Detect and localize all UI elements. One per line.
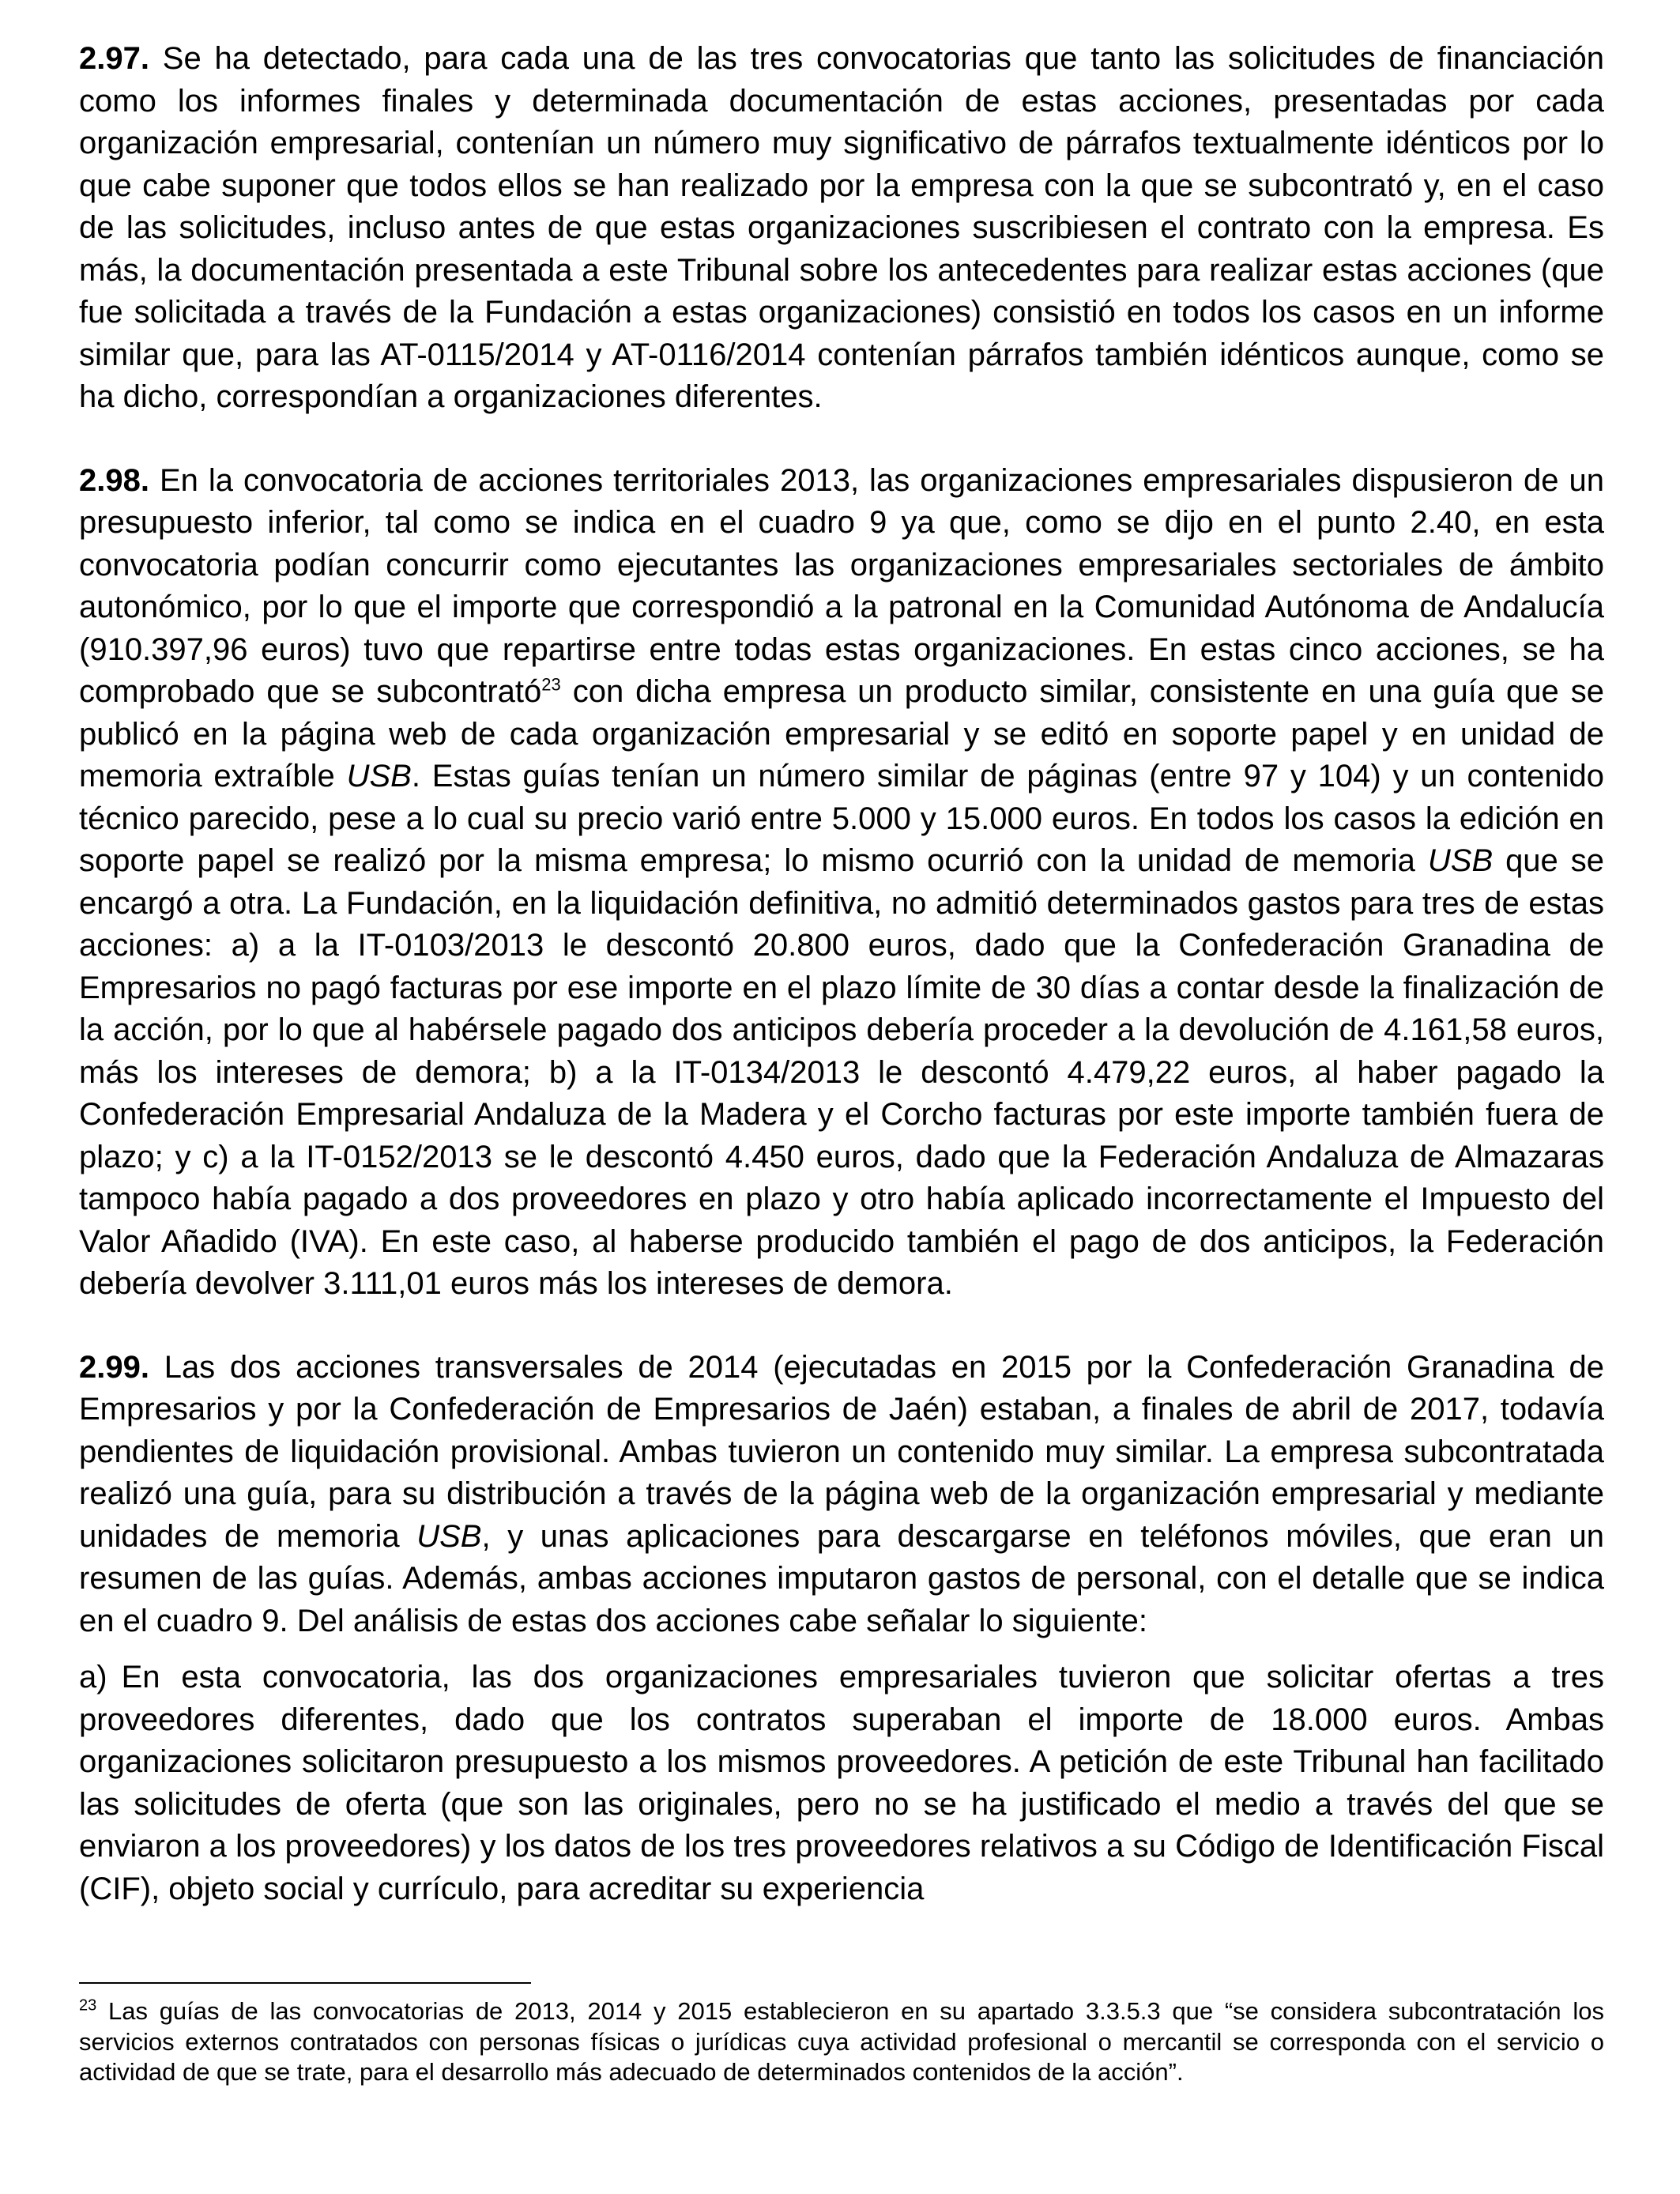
footnote-reference[interactable]: 23 — [541, 674, 561, 695]
paragraph-number: 2.99. — [79, 1349, 149, 1385]
paragraph-text: Se ha detectado, para cada una de las tres convocatorias que tanto las solicitudes de financiación como los informes finales y determinada documentación de estas acciones, presentadas por cada organización empresarial, contenían un número muy significativo de párrafos textualmente idénticos por lo que cabe suponer que todos ellos se han realizado por la empresa con la que se subcontrató y, en el caso de las solicitudes, incluso antes de que estas organizaciones suscribiesen el contrato con la empresa. Es más, la documentación presentada a este Tribunal sobre los antecedentes para realizar estas acciones (que fue solicitada a través de la Fundación a estas organizaciones) consistió en todos los casos en un informe similar que, para las AT-0115/2014 y AT-0116/2014 contenían párrafos también idénticos aunque, como se ha dicho, correspondían a organizaciones diferentes. — [79, 41, 1604, 414]
list-item-a — [79, 1657, 1604, 1910]
document-page — [79, 38, 1604, 1951]
footnote-23 — [79, 1996, 1604, 2088]
paragraph-text: , y unas aplicaciones para descargarse en teléfonos móviles, que eran un resumen de las guías. Además, ambas acciones imputaron gastos de personal, con el detalle que se indica en el cuadro 9. Del análisis de estas dos acciones cabe señalar lo siguiente: — [79, 1518, 1605, 1638]
footnote-text: Las guías de las convocatorias de 2013, 2014 y 2015 establecieron en su apartado 3.3.5.3 que “se considera subcontratación los servicios externos contratados con personas físicas o jurídicas cuya actividad profesional o mercantil se corresponda con el servicio o actividad de que se trate, para el desarrollo más adecuado de determinados contenidos de la acción”. — [79, 1997, 1604, 2086]
paragraph-text: En la convocatoria de acciones territoriales 2013, las organizaciones empresariales dispusieron de un presupuesto inferior, tal como se indica en el cuadro 9 ya que, como se dijo en el punto 2.40, en esta convocatoria podían concurrir como ejecutantes las organizaciones empresariales sectoriales de ámbito autonómico, por lo que el importe que correspondió a la patronal en la Comunidad Autónoma de Andalucía (910.397,96 euros) tuvo que repartirse entre todas estas organizaciones. En estas cinco acciones, se ha comprobado que se subcontrató — [79, 462, 1604, 709]
paragraph-text: Las dos acciones transversales de 2014 (ejecutadas en 2015 por la Confederación Granadina de Empresarios y por la Confederación de Empresarios de Jaén) estaban, a finales de abril de 2017, todavía pendientes de liquidación provisional. Ambas tuvieron un contenido muy similar. La empresa subcontratada realizó una guía, para su distribución a través de la página web de la organización empresarial y mediante unidades de memoria — [79, 1349, 1604, 1554]
usb-term: USB — [1427, 843, 1494, 878]
list-item-label: a) — [79, 1660, 107, 1695]
paragraph-text: con dicha empresa un producto similar, consistente en una guía que se publicó en la página web de cada organización empresarial y se editó en soporte papel y en unidad de memoria extraíble — [79, 674, 1604, 794]
paragraph-2-97 — [79, 38, 1604, 419]
paragraph-2-98 — [79, 460, 1604, 1306]
paragraph-text: que se encargó a otra. La Fundación, en la liquidación definitiva, no admitió determinados gastos para tres de estas acciones: a) a la IT-0103/2013 le descontó 20.800 euros, dado que la Confederación Granadina de Empresarios no pagó facturas por ese importe en el plazo límite de 30 días a contar desde la finalización de la acción, por lo que al habérsele pagado dos anticipos debería proceder a la devolución de 4.161,58 euros, más los intereses de demora; b) a la IT-0134/2013 le descontó 4.479,22 euros, al haber pagado la Confederación Empresarial Andaluza de la Madera y el Corcho facturas por este importe también fuera de plazo; y c) a la IT-0152/2013 se le descontó 4.450 euros, dado que la Federación Andaluza de Almazaras tampoco había pagado a dos proveedores en plazo y otro había aplicado incorrectamente el Impuesto del Valor Añadido (IVA). En este caso, al haberse producido también el pago de dos anticipos, la Federación debería devolver 3.111,01 euros más los intereses de demora. — [79, 843, 1604, 1301]
paragraph-text: . Estas guías tenían un número similar de páginas (entre 97 y 104) y un contenido técnico parecido, pese a lo cual su precio varió entre 5.000 y 15.000 euros. En todos los casos la edición en soporte papel se realizó por la misma empresa; lo mismo ocurrió con la unidad de memoria — [79, 759, 1604, 878]
list-item-text: En esta convocatoria, las dos organizaciones empresariales tuvieron que solicitar ofertas a tres proveedores diferentes, dado que los contratos superaban el importe de 18.000 euros. Ambas organizaciones solicitaron presupuesto a los mismos proveedores. A petición de este Tribunal han facilitado las solicitudes de oferta (que son las originales, pero no se ha justificado el medio a través del que se enviaron a los proveedores) y los datos de los tres proveedores relativos a su Código de Identificación Fiscal (CIF), objeto social y currículo, para acreditar su experiencia — [79, 1660, 1604, 1906]
paragraph-number: 2.97. — [79, 41, 149, 76]
footnote-separator — [79, 1982, 531, 1984]
usb-term: USB — [346, 759, 412, 794]
paragraph-number: 2.98. — [79, 462, 149, 498]
footnote-number: 23 — [79, 1996, 97, 2015]
usb-term: USB — [416, 1518, 482, 1554]
paragraph-2-99 — [79, 1347, 1604, 1643]
